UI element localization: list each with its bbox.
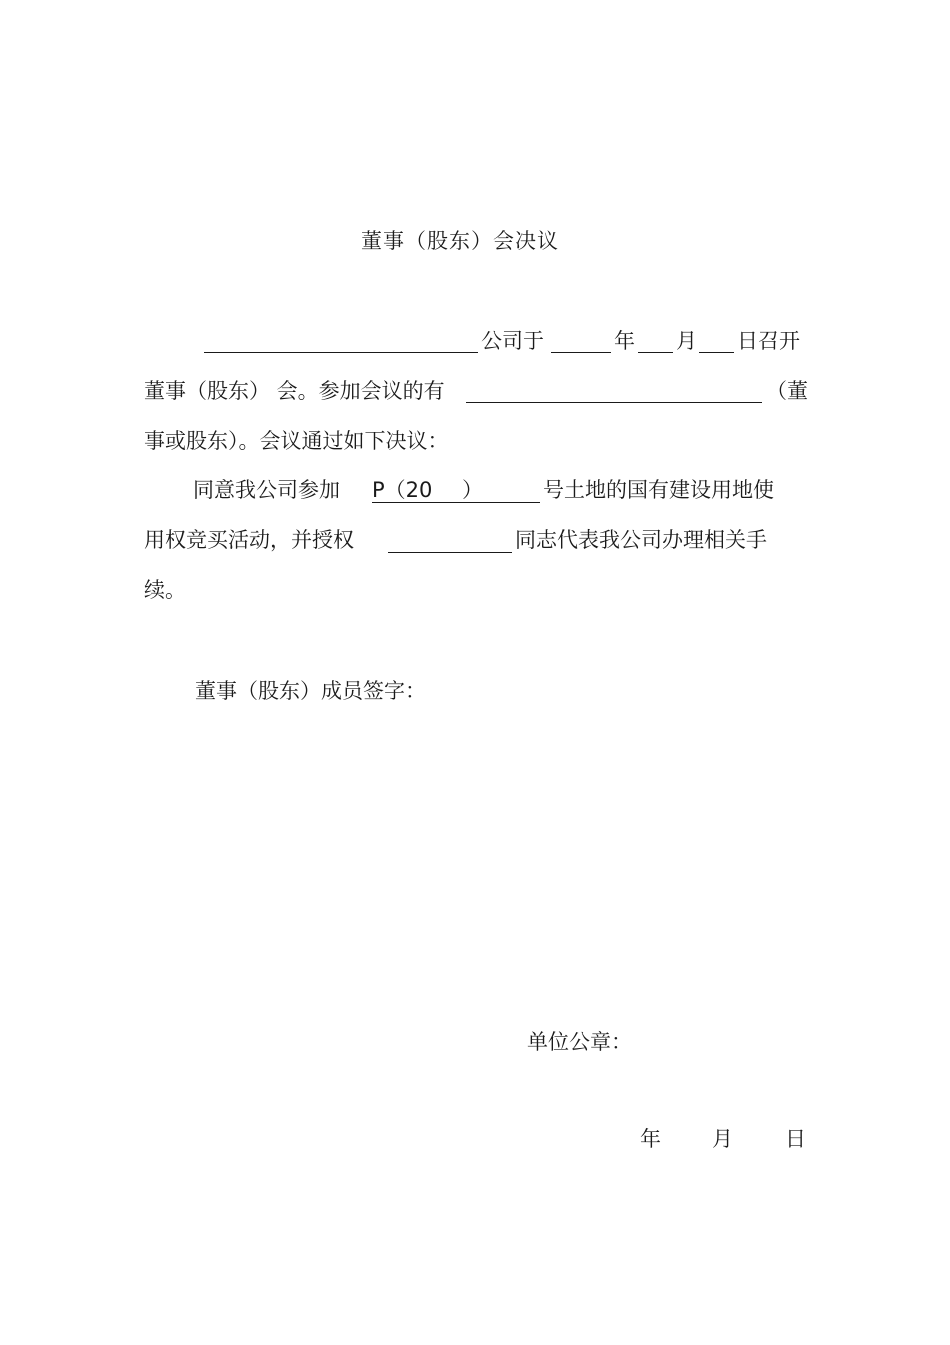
p1-text-year: 年: [614, 329, 635, 353]
p2-text-land-use: 号土地的国有建设用地使: [543, 478, 774, 502]
p2-text-auction-authorize: 用权竞买活动，并授权: [144, 528, 354, 552]
attendees-blank[interactable]: [466, 402, 762, 403]
p1-text-day-convene: 日召开: [737, 329, 800, 353]
p1-text-month: 月: [676, 329, 697, 353]
document-title: 董事（股东）会决议: [361, 229, 559, 253]
month-blank[interactable]: [638, 352, 673, 353]
seal-label: 单位公章：: [527, 1030, 632, 1054]
parcel-number-blank[interactable]: [372, 502, 540, 503]
p1-text-meeting-attendees: 董事（股东） 会。参加会议的有: [144, 379, 445, 403]
date-year: 年: [640, 1127, 661, 1151]
signature-label: 董事（股东）成员签字：: [195, 679, 426, 703]
day-blank[interactable]: [699, 352, 734, 353]
parcel-close: ）: [462, 478, 483, 502]
p1-text-resolution-intro: 事或股东）。会议通过如下决议：: [144, 429, 449, 453]
signature-area[interactable]: [195, 712, 795, 1002]
date-month: 月: [712, 1127, 733, 1151]
p2-text-agree-participate: 同意我公司参加: [193, 478, 340, 502]
company-name-blank[interactable]: [204, 352, 478, 353]
p1-text-company-at: 公司于: [481, 329, 544, 353]
date-day: 日: [785, 1127, 806, 1151]
parcel-prefix: P（20: [372, 478, 433, 502]
year-blank[interactable]: [551, 352, 611, 353]
p1-text-director-open: （董: [766, 379, 808, 403]
p2-text-comrade-represent: 同志代表我公司办理相关手: [515, 528, 767, 552]
representative-blank[interactable]: [388, 552, 512, 553]
p2-text-procedures: 续。: [144, 578, 186, 602]
